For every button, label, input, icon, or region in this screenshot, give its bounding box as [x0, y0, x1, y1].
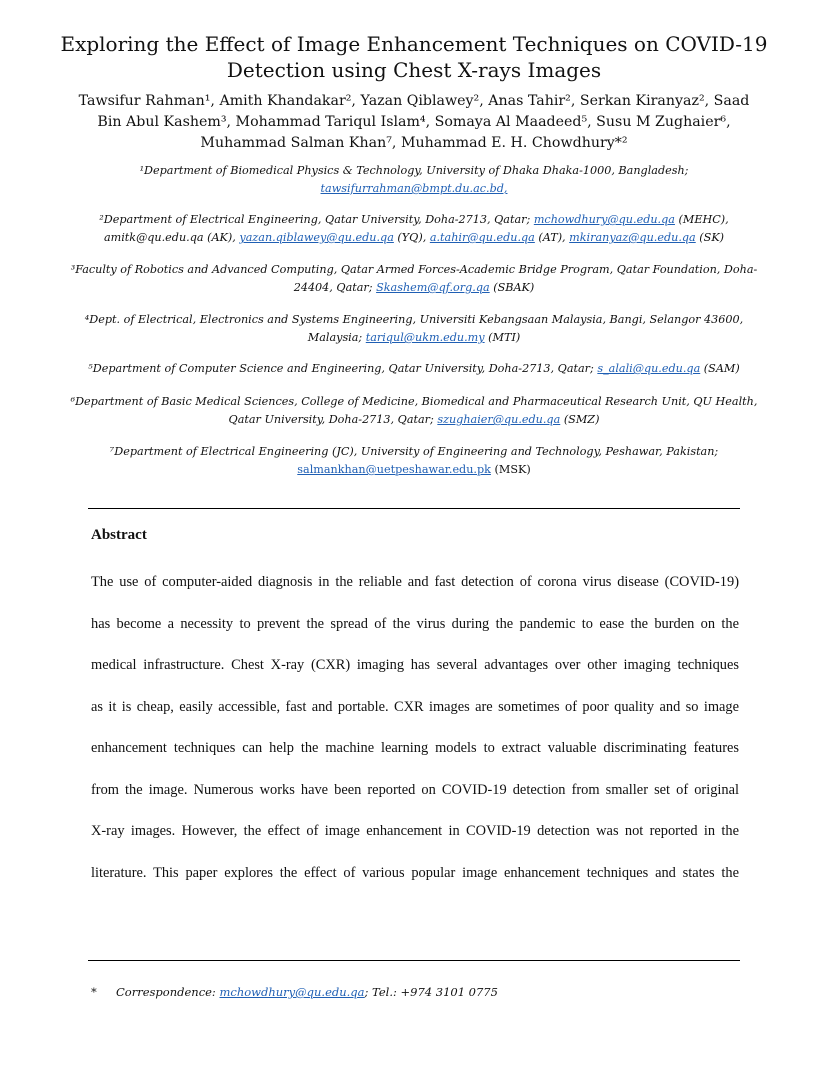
- email-link[interactable]: mkiranyaz@qu.edu.qa: [569, 231, 696, 244]
- affiliation-text: 24404, Qatar;: [293, 281, 377, 294]
- email-link[interactable]: a.tahir@qu.edu.qa: [429, 231, 535, 244]
- footnote-suffix: ; Tel.: +974 3101 0775: [364, 985, 498, 999]
- affiliation-text: ²Department of Electrical Engineering, Qatar University, Doha-2713, Qatar;: [99, 213, 534, 226]
- affiliation-text: ³Faculty of Robotics and Advanced Computing, Qatar Armed Forces-Academic Bridge Program, Qatar Foundation, Doha-: [70, 263, 758, 276]
- affiliation-suffix: (SBAK): [489, 281, 535, 294]
- affiliation-5: [70, 360, 758, 378]
- affiliation-text: ⁴Dept. of Electrical, Electronics and Systems Engineering, Universiti Kebangsaan Malaysia, Bangi, Selangor 43600,: [84, 313, 744, 326]
- affiliation-suffix: (MSK): [490, 463, 531, 476]
- abstract-line: X-ray images. However, the effect of image enhancement in COVID-19 detection was not reported in the: [91, 823, 739, 839]
- affiliation-suffix: (SMZ): [560, 413, 600, 426]
- affiliation-text: ⁵Department of Computer Science and Engineering, Qatar University, Doha-2713, Qatar;: [88, 362, 598, 375]
- abstract-heading: Abstract: [91, 527, 147, 543]
- authors-line-2: Bin Abul Kashem³, Mohammad Tariqul Islam⁴, Somaya Al Maadeed⁵, Susu M Zughaier⁶,: [97, 114, 731, 130]
- email-link[interactable]: mchowdhury@qu.edu.qa: [219, 985, 365, 999]
- author-list: [60, 91, 768, 154]
- email-link[interactable]: Skashem@qf.org.qa: [376, 281, 490, 294]
- title-line-1: Exploring the Effect of Image Enhancement Techniques on COVID-19: [60, 32, 768, 56]
- affiliation-text: ¹Department of Biomedical Physics & Technology, University of Dhaka Dhaka-1000, Bangladesh;: [139, 164, 689, 177]
- abstract-line: from the image. Numerous works have been reported on COVID-19 detection from smaller set of original: [91, 782, 739, 798]
- affiliation-6: [70, 393, 758, 429]
- authors-line-3: Muhammad Salman Khan⁷, Muhammad E. H. Chowdhury*²: [200, 135, 628, 151]
- affiliation-suffix: (MTI): [484, 331, 521, 344]
- abstract-line: as it is cheap, easily accessible, fast and portable. CXR images are sometimes of poor quality and so image: [91, 699, 739, 715]
- affiliation-1: [70, 162, 758, 198]
- abstract-line: enhancement techniques can help the machine learning models to extract valuable discriminating features: [91, 740, 739, 756]
- affiliation-suffix: (MEHC),: [674, 213, 729, 226]
- email-link[interactable]: salmankhan@uetpeshawar.edu.pk: [297, 463, 491, 476]
- email-link[interactable]: tawsifurrahman@bmpt.du.ac.bd,: [320, 182, 508, 195]
- email-link[interactable]: tariqul@ukm.edu.my: [365, 331, 485, 344]
- affiliation-text: Malaysia;: [307, 331, 366, 344]
- title-line-2: Detection using Chest X-rays Images: [226, 58, 602, 82]
- affiliation-7: [70, 443, 758, 479]
- paper-title: [60, 31, 768, 83]
- affiliation-suffix: (YQ),: [393, 231, 430, 244]
- affiliation-suffix: (AT),: [534, 231, 570, 244]
- affiliation-text: amitk@qu.edu.qa (AK),: [103, 231, 240, 244]
- affiliation-2: [70, 211, 758, 247]
- footnote-marker: *: [91, 985, 97, 999]
- email-link[interactable]: s_alali@qu.edu.qa: [597, 362, 701, 375]
- footnote-prefix: Correspondence:: [116, 985, 220, 999]
- header-divider: [88, 508, 740, 509]
- abstract-line: medical infrastructure. Chest X-ray (CXR) imaging has several advantages over other imaging techniques: [91, 657, 739, 673]
- authors-line-1: Tawsifur Rahman¹, Amith Khandakar², Yazan Qiblawey², Anas Tahir², Serkan Kiranyaz², Saad: [78, 93, 750, 109]
- affiliation-text: ⁶Department of Basic Medical Sciences, College of Medicine, Biomedical and Pharmaceutical Research Unit, QU Health,: [70, 395, 758, 408]
- abstract-line: literature. This paper explores the effect of various popular image enhancement techniques and states the: [91, 865, 739, 881]
- affiliation-suffix: (SAM): [700, 362, 740, 375]
- footnote-divider: [88, 960, 740, 961]
- abstract-line: has become a necessity to prevent the spread of the virus during the pandemic to ease the burden on the: [91, 616, 739, 632]
- email-link[interactable]: yazan.qiblawey@qu.edu.qa: [239, 231, 394, 244]
- affiliation-text: ⁷Department of Electrical Engineering (JC), University of Engineering and Technology, Peshawar, Pakistan;: [109, 445, 719, 458]
- footnote: [91, 985, 498, 999]
- email-link[interactable]: mchowdhury@qu.edu.qa: [533, 213, 675, 226]
- affiliation-4: [70, 311, 758, 347]
- email-link[interactable]: szughaier@qu.edu.qa: [437, 413, 561, 426]
- affiliation-text: Qatar University, Doha-2713, Qatar;: [228, 413, 438, 426]
- affiliation-3: [70, 261, 758, 297]
- abstract-line: The use of computer-aided diagnosis in the reliable and fast detection of corona virus disease (COVID-19): [91, 574, 739, 590]
- affiliation-suffix: (SK): [695, 231, 725, 244]
